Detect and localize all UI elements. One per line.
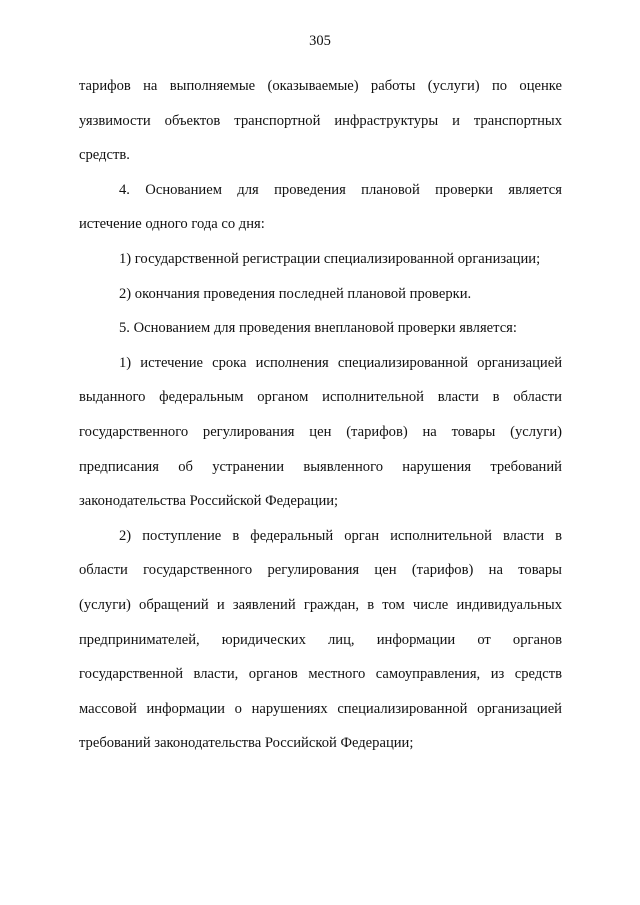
text-line: средств.: [79, 147, 130, 164]
text-line: 2) поступление в федеральный орган исполнительной власти в: [119, 527, 562, 544]
page-number: 305: [309, 33, 331, 49]
text-line: государственного регулирования цен (тарифов) на товары (услуги): [79, 423, 562, 440]
text-line: (услуги) обращений и заявлений граждан, в том числе индивидуальных: [79, 596, 562, 613]
text-line: законодательства Российской Федерации;: [79, 493, 339, 510]
text-line: государственной власти, органов местного самоуправления, из средств: [79, 666, 562, 683]
text-line: 4. Основанием для проведения плановой проверки является: [119, 181, 562, 198]
text-line: 5. Основанием для проведения внеплановой проверки является:: [119, 320, 517, 337]
text-line: предпринимателей, юридических лиц, информации от органов: [79, 631, 562, 648]
text-line: уязвимости объектов транспортной инфраструктуры и транспортных: [79, 112, 562, 129]
text-line: области государственного регулирования цен (тарифов) на товары: [79, 562, 562, 579]
text-line: выданного федеральным органом исполнительной власти в области: [79, 389, 562, 406]
document-body: [79, 69, 562, 761]
text-line: массовой информации о нарушениях специализированной организацией: [79, 700, 562, 717]
text-line: 1) государственной регистрации специализированной организации;: [119, 250, 541, 267]
text-line: тарифов на выполняемые (оказываемые) работы (услуги) по оценке: [79, 78, 562, 94]
text-line: истечение одного года со дня:: [79, 216, 265, 233]
text-line: требований законодательства Российской Федерации;: [79, 735, 414, 752]
text-line: 1) истечение срока исполнения специализированной организацией: [119, 354, 562, 371]
text-line: 2) окончания проведения последней плановой проверки.: [119, 285, 472, 302]
text-line: предписания об устранении выявленного нарушения требований: [79, 458, 562, 475]
